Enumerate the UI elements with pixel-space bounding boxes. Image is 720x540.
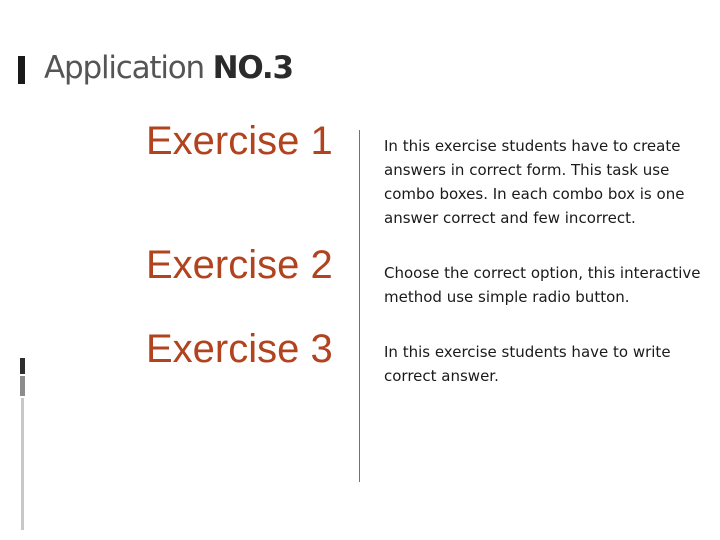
exercise-3-description: In this exercise students have to write correct answer. [384, 343, 671, 385]
title-number: NO.3 [212, 50, 293, 86]
slide-title [44, 50, 293, 86]
vertical-divider [359, 130, 360, 482]
side-strip-gray [20, 376, 25, 396]
exercise-1-description: In this exercise students have to create answers in correct form. This task use combo boxes. In each combo box is one answer correct and few incorrect. [384, 137, 685, 227]
title-bullet-bar [18, 56, 25, 84]
exercise-2-label: Exercise 2 [146, 243, 333, 287]
side-strip-light [21, 398, 24, 530]
exercise-3-label: Exercise 3 [146, 327, 333, 371]
title-prefix: Application [44, 50, 205, 86]
side-strip-dark [20, 358, 25, 374]
exercise-2-description: Choose the correct option, this interactive method use simple radio button. [384, 264, 701, 306]
exercise-1-label: Exercise 1 [146, 119, 333, 163]
